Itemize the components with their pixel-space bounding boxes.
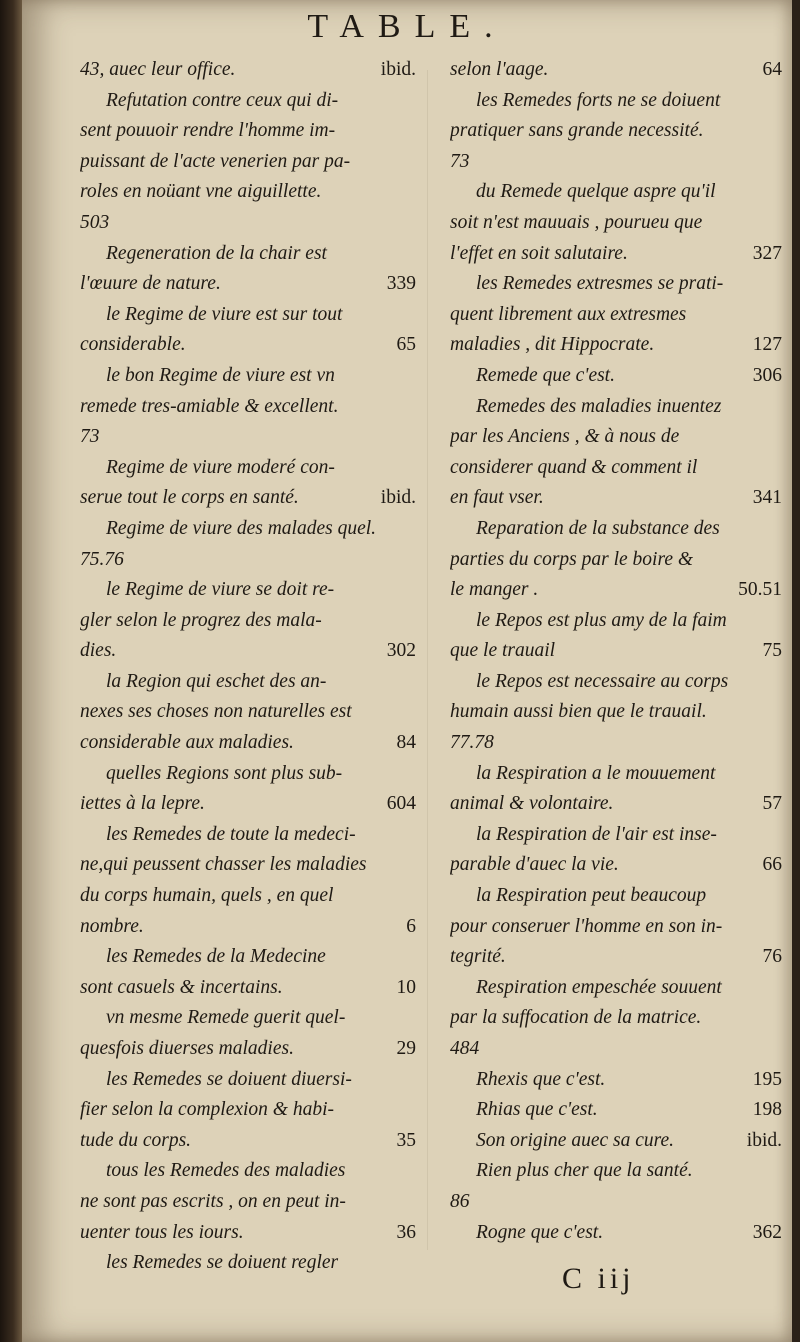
entry-text: les Remedes forts ne se doiuent [476,89,721,111]
page-reference: ibid. [380,59,416,80]
page-reference: 604 [386,793,416,815]
page-reference: 73 [450,150,470,172]
entry-text: considerer quand & comment il [450,456,698,478]
entry-text: ne,qui peussent chasser les maladies [80,854,367,876]
page-reference: 339 [386,273,416,295]
page-reference: 198 [752,1099,782,1121]
page-reference: 84 [396,732,416,754]
page-reference: 127 [752,334,782,356]
entry-text: les Remedes de toute la medeci- [106,823,356,845]
index-entry [80,300,416,361]
entry-text: tous les Remedes des maladies [106,1160,346,1182]
index-entry [450,1095,782,1126]
page-reference: 36 [396,1221,416,1243]
page-reference: 302 [386,640,416,662]
entry-text: animal & volontaire. 57 [450,789,782,820]
entry-text: la Respiration de l'air est inse- [476,823,717,845]
page-reference: 65 [396,334,416,356]
index-entry [80,575,416,667]
entry-text: par la suffocation de la matrice. [450,1007,702,1029]
entry-text: Rhexis que c'est. 195 [450,1065,782,1096]
entry-text: Rogne que c'est. 362 [450,1218,782,1249]
index-entry [450,973,782,1065]
entry-text: l'œuure de nature. 339 [80,269,416,300]
entry-text: roles en noüant vne aiguillette. [80,181,322,203]
index-entry [450,1126,782,1157]
entry-text: nombre. 6 [80,912,416,943]
entry-text: Rien plus cher que la santé. [476,1160,693,1182]
page-reference: ibid. [746,1129,782,1151]
page-reference: 66 [762,854,782,876]
index-entry [450,1156,782,1217]
page-reference: 306 [752,364,782,386]
entry-text: en faut vser. 341 [450,483,782,514]
entry-text: le Regime de viure est sur tout [106,303,343,325]
entry-text: la Respiration a le mouuement [476,762,716,784]
entry-text: puissant de l'acte venerien par pa- [80,150,351,172]
index-entry [80,942,416,1003]
index-entry [450,820,782,881]
index-entry [80,1065,416,1157]
entry-text: le Regime de viure se doit re- [106,579,335,601]
index-entry [80,1156,416,1248]
page-reference: 86 [450,1190,470,1212]
entry-text: le Repos est plus amy de la faim [476,609,727,631]
entry-text: sont casuels & incertains. 10 [80,973,416,1004]
index-entry [80,759,416,820]
page-reference: 73 [80,426,100,448]
entry-text: Son origine auec sa cure. ibid. [450,1126,782,1157]
entry-text: la Region qui eschet des an- [106,670,327,692]
index-entry [80,239,416,300]
page-reference: 75.76 [80,548,124,570]
entry-text: quelles Regions sont plus sub- [106,762,343,784]
page-reference: 35 [396,1129,416,1151]
page-reference: ibid. [380,487,416,509]
entry-text: par les Anciens , & à nous de [450,426,680,448]
entry-text: vn mesme Remede guerit quel- [106,1007,346,1029]
book-spine [0,0,22,1342]
entry-text: du Remede quelque aspre qu'il [476,181,716,203]
entry-text: le bon Regime de viure est vn [106,364,335,386]
index-entry [450,667,782,759]
index-column-right [450,55,782,1248]
index-entry [80,1248,416,1279]
entry-text: pratiquer sans grande necessité. [450,120,704,142]
page-reference: 341 [752,487,782,509]
index-entry [450,759,782,820]
index-entry [450,514,782,606]
page-reference: 503 [80,211,110,233]
page-reference: 195 [752,1068,782,1090]
entry-text: les Remedes extresmes se prati- [476,273,724,295]
entry-text: Respiration empeschée souuent [476,976,722,998]
entry-text: Regeneration de la chair est [106,242,327,264]
entry-text: sent pouuoir rendre l'homme im- [80,120,336,142]
page-reference: 10 [396,976,416,998]
index-entry [80,86,416,239]
signature-mark: C iij [562,1262,635,1295]
entry-text: 43, auec leur office. ibid. [80,55,416,86]
index-entry [450,177,782,269]
entry-text: dies. 302 [80,636,416,667]
book-page [22,0,792,1342]
index-entry [80,667,416,759]
entry-text: les Remedes se doiuent regler [106,1252,339,1274]
index-entry [450,55,782,86]
entry-text: remede tres-amiable & excellent. [80,395,339,417]
entry-text: nexes ses choses non naturelles est [80,701,352,723]
entry-text: fier selon la complexion & habi- [80,1099,334,1121]
column-gutter [427,70,428,1250]
entry-text: quesfois diuerses maladies. 29 [80,1034,416,1065]
page-title: TABLE. [307,8,507,45]
index-entry [450,606,782,667]
entry-text: quent librement aux extresmes [450,303,687,325]
entry-text: parties du corps par le boire & [450,548,694,570]
index-entry [450,1065,782,1096]
index-entry [450,86,782,178]
entry-text: Remedes des maladies inuentez [476,395,722,417]
index-entry [450,361,782,392]
entry-text: Reparation de la substance des [476,517,720,539]
entry-text: maladies , dit Hippocrate. 127 [450,330,782,361]
entry-text: le Repos est necessaire au corps [476,670,729,692]
page-reference: 6 [406,915,416,937]
entry-text: iettes à la lepre. 604 [80,789,416,820]
index-entry [80,453,416,514]
index-column-left [80,55,416,1279]
page-reference: 57 [762,793,782,815]
index-entry [80,820,416,942]
entry-text: Refutation contre ceux qui di- [106,89,339,111]
entry-text: du corps humain, quels , en quel [80,885,334,907]
entry-text: les Remedes se doiuent diuersi- [106,1068,352,1090]
entry-text: l'effet en soit salutaire. 327 [450,239,782,270]
page-reference: 29 [396,1038,416,1059]
entry-text: Regime de viure des malades quel. [106,517,377,539]
entry-text: parable d'auec la vie. 66 [450,850,782,881]
page-reference: 76 [762,946,782,968]
entry-text: considerable. 65 [80,330,416,361]
entry-text: tegrité. 76 [450,942,782,973]
page-reference: 50.51 [738,579,782,601]
index-entry [450,392,782,514]
index-entry [80,55,416,86]
page-reference: 327 [752,242,782,264]
index-entry [80,514,416,575]
index-entry [450,1218,782,1249]
index-entry [80,361,416,453]
entry-text: que le trauail 75 [450,636,782,667]
entry-text: Remede que c'est. 306 [450,361,782,392]
entry-text: Regime de viure moderé con- [106,456,335,478]
entry-text: pour conseruer l'homme en son in- [450,915,723,937]
entry-text: serue tout le corps en santé. ibid. [80,483,416,514]
entry-text: le manger . 50.51 [450,575,782,606]
entry-text: tude du corps. 35 [80,1126,416,1157]
entry-text: selon l'aage. 64 [450,55,782,86]
page-reference: 77.78 [450,732,494,754]
page-reference: 362 [752,1221,782,1243]
index-entry [450,269,782,361]
entry-text: ne sont pas escrits , on en peut in- [80,1190,346,1212]
index-entry [80,1003,416,1064]
entry-text: humain aussi bien que le trauail. [450,701,707,723]
page-reference: 484 [450,1038,480,1059]
entry-text: les Remedes de la Medecine [106,946,326,968]
entry-text: uenter tous les iours. 36 [80,1218,416,1249]
page-reference: 64 [762,59,782,80]
entry-text: soit n'est mauuais , pourueu que [450,211,703,233]
entry-text: considerable aux maladies. 84 [80,728,416,759]
index-entry [450,881,782,973]
entry-text: Rhias que c'est. 198 [450,1095,782,1126]
page-reference: 75 [762,640,782,662]
entry-text: gler selon le progrez des mala- [80,609,322,631]
entry-text: la Respiration peut beaucoup [476,885,707,907]
